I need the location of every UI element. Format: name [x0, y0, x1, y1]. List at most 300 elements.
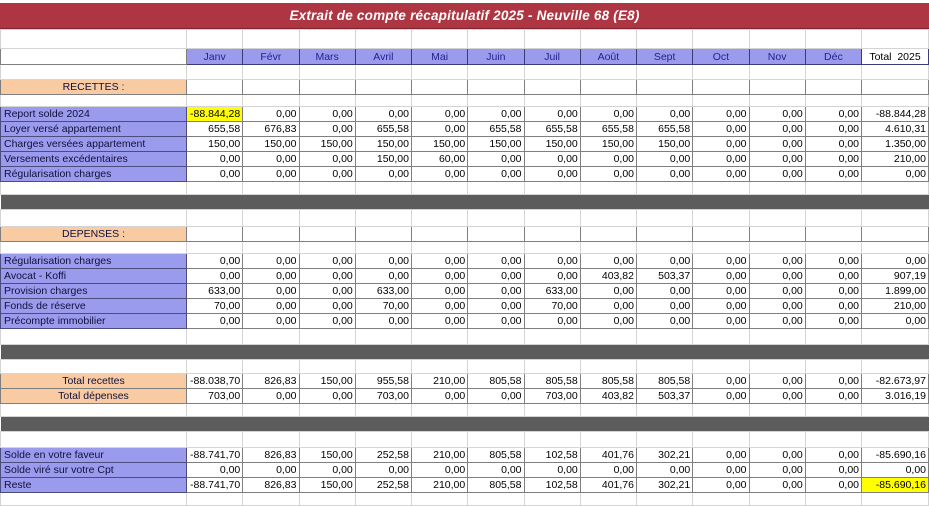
empty-cell[interactable]	[299, 80, 355, 95]
value-cell[interactable]: 0,00	[468, 107, 524, 122]
empty-cell[interactable]	[355, 182, 411, 195]
value-cell[interactable]: 0,00	[468, 152, 524, 167]
empty-cell[interactable]	[862, 182, 929, 195]
empty-cell[interactable]	[580, 182, 636, 195]
empty-cell[interactable]	[862, 404, 929, 417]
empty-cell[interactable]	[187, 30, 243, 49]
row-label[interactable]: Report solde 2024	[1, 107, 187, 122]
empty-cell[interactable]	[637, 95, 693, 107]
empty-cell[interactable]	[693, 227, 749, 242]
value-cell[interactable]: 0,00	[299, 122, 355, 137]
value-cell[interactable]: 0,00	[243, 314, 299, 329]
value-cell[interactable]: 0,00	[637, 284, 693, 299]
value-cell[interactable]: 0,00	[580, 107, 636, 122]
empty-cell[interactable]	[637, 432, 693, 448]
empty-cell[interactable]	[862, 210, 929, 227]
value-cell[interactable]: 0,00	[580, 299, 636, 314]
value-cell[interactable]: -88.038,70	[187, 374, 243, 389]
value-cell[interactable]: 0,00	[693, 107, 749, 122]
empty-cell[interactable]	[524, 360, 580, 374]
empty-cell[interactable]	[468, 360, 524, 374]
value-cell[interactable]: 0,00	[524, 107, 580, 122]
empty-cell[interactable]	[468, 210, 524, 227]
empty-cell[interactable]	[693, 30, 749, 49]
value-cell[interactable]: 210,00	[412, 478, 468, 493]
value-cell[interactable]: 70,00	[187, 299, 243, 314]
empty-cell[interactable]	[805, 329, 861, 345]
value-cell[interactable]: 0,00	[637, 299, 693, 314]
value-cell[interactable]: 0,00	[524, 254, 580, 269]
empty-cell[interactable]	[243, 65, 299, 80]
empty-cell[interactable]	[355, 404, 411, 417]
row-label[interactable]: Charges versées appartement	[1, 137, 187, 152]
total-cell[interactable]: 3.016,19	[862, 389, 929, 404]
value-cell[interactable]: 210,00	[412, 374, 468, 389]
empty-cell[interactable]	[524, 242, 580, 254]
value-cell[interactable]: 150,00	[524, 137, 580, 152]
value-cell[interactable]: 0,00	[693, 374, 749, 389]
empty-cell[interactable]	[1, 360, 187, 374]
value-cell[interactable]: 0,00	[805, 314, 861, 329]
value-cell[interactable]: 0,00	[412, 254, 468, 269]
value-cell[interactable]: 0,00	[355, 254, 411, 269]
empty-cell[interactable]	[243, 242, 299, 254]
empty-cell[interactable]	[805, 242, 861, 254]
value-cell[interactable]: 0,00	[243, 463, 299, 478]
column-header-août[interactable]: Août	[580, 49, 636, 65]
value-cell[interactable]: 703,00	[355, 389, 411, 404]
value-cell[interactable]: 0,00	[637, 107, 693, 122]
value-cell[interactable]: 0,00	[468, 167, 524, 182]
empty-cell[interactable]	[749, 360, 805, 374]
empty-cell[interactable]	[749, 493, 805, 506]
empty-cell[interactable]	[637, 404, 693, 417]
value-cell[interactable]: 403,82	[580, 389, 636, 404]
empty-cell[interactable]	[299, 30, 355, 49]
column-header-févr[interactable]: Févr	[243, 49, 299, 65]
empty-cell[interactable]	[243, 432, 299, 448]
value-cell[interactable]: 0,00	[749, 254, 805, 269]
value-cell[interactable]: 0,00	[524, 463, 580, 478]
value-cell[interactable]: 0,00	[243, 389, 299, 404]
empty-cell[interactable]	[749, 432, 805, 448]
value-cell[interactable]: 252,58	[355, 478, 411, 493]
empty-cell[interactable]	[355, 227, 411, 242]
value-cell[interactable]: 676,83	[243, 122, 299, 137]
empty-cell[interactable]	[412, 30, 468, 49]
total-cell[interactable]: 1.350,00	[862, 137, 929, 152]
value-cell[interactable]: 0,00	[693, 152, 749, 167]
empty-cell[interactable]	[862, 360, 929, 374]
value-cell[interactable]: 0,00	[243, 107, 299, 122]
empty-cell[interactable]	[637, 65, 693, 80]
empty-cell[interactable]	[299, 227, 355, 242]
empty-cell[interactable]	[580, 30, 636, 49]
empty-cell[interactable]	[187, 65, 243, 80]
value-cell[interactable]: 0,00	[355, 463, 411, 478]
value-cell[interactable]: 150,00	[187, 137, 243, 152]
value-cell[interactable]: 826,83	[243, 478, 299, 493]
value-cell[interactable]: 0,00	[355, 314, 411, 329]
value-cell[interactable]: 150,00	[412, 137, 468, 152]
value-cell[interactable]: 0,00	[468, 299, 524, 314]
value-cell[interactable]: 0,00	[299, 152, 355, 167]
value-cell[interactable]: 0,00	[524, 269, 580, 284]
empty-cell[interactable]	[243, 30, 299, 49]
value-cell[interactable]: 150,00	[355, 137, 411, 152]
empty-cell[interactable]	[468, 404, 524, 417]
empty-cell[interactable]	[862, 65, 929, 80]
empty-cell[interactable]	[1, 493, 187, 506]
empty-cell[interactable]	[637, 30, 693, 49]
value-cell[interactable]: 0,00	[187, 167, 243, 182]
column-header-avril[interactable]: Avril	[355, 49, 411, 65]
empty-cell[interactable]	[187, 242, 243, 254]
empty-cell[interactable]	[693, 493, 749, 506]
value-cell[interactable]: 0,00	[693, 463, 749, 478]
row-label[interactable]: Précompte immobilier	[1, 314, 187, 329]
value-cell[interactable]: 210,00	[412, 448, 468, 463]
empty-cell[interactable]	[580, 65, 636, 80]
row-label[interactable]: Reste	[1, 478, 187, 493]
empty-cell[interactable]	[187, 182, 243, 195]
row-label[interactable]: Régularisation charges	[1, 254, 187, 269]
empty-cell[interactable]	[524, 30, 580, 49]
value-cell[interactable]: 0,00	[412, 463, 468, 478]
value-cell[interactable]: 0,00	[187, 463, 243, 478]
value-cell[interactable]: 0,00	[749, 478, 805, 493]
empty-cell[interactable]	[693, 80, 749, 95]
value-cell[interactable]: 0,00	[524, 314, 580, 329]
empty-cell[interactable]	[805, 30, 861, 49]
total-cell[interactable]: 907,19	[862, 269, 929, 284]
empty-cell[interactable]	[299, 404, 355, 417]
empty-cell[interactable]	[805, 360, 861, 374]
empty-cell[interactable]	[299, 210, 355, 227]
value-cell[interactable]: 0,00	[749, 374, 805, 389]
value-cell[interactable]: 0,00	[637, 254, 693, 269]
row-label[interactable]: Total dépenses	[1, 389, 187, 404]
empty-cell[interactable]	[187, 210, 243, 227]
value-cell[interactable]: 0,00	[299, 167, 355, 182]
empty-cell[interactable]	[412, 227, 468, 242]
value-cell[interactable]: 0,00	[693, 284, 749, 299]
value-cell[interactable]: 0,00	[749, 122, 805, 137]
value-cell[interactable]: 0,00	[805, 389, 861, 404]
empty-cell[interactable]	[187, 80, 243, 95]
column-header-mars[interactable]: Mars	[299, 49, 355, 65]
column-header-juil[interactable]: Juil	[524, 49, 580, 65]
value-cell[interactable]: 0,00	[749, 463, 805, 478]
row-label[interactable]: Solde en votre faveur	[1, 448, 187, 463]
value-cell[interactable]: 633,00	[355, 284, 411, 299]
empty-cell[interactable]	[693, 182, 749, 195]
empty-cell[interactable]	[862, 227, 929, 242]
value-cell[interactable]: 0,00	[299, 269, 355, 284]
value-cell[interactable]: 401,76	[580, 478, 636, 493]
value-cell[interactable]: 0,00	[693, 448, 749, 463]
value-cell[interactable]: 805,58	[468, 448, 524, 463]
value-cell[interactable]: 0,00	[580, 167, 636, 182]
empty-cell[interactable]	[299, 182, 355, 195]
row-label[interactable]: Versements excédentaires	[1, 152, 187, 167]
empty-cell[interactable]	[693, 432, 749, 448]
value-cell[interactable]: 0,00	[693, 254, 749, 269]
empty-cell[interactable]	[187, 329, 243, 345]
total-cell[interactable]: -85.690,16	[862, 448, 929, 463]
empty-cell[interactable]	[862, 329, 929, 345]
empty-cell[interactable]	[637, 227, 693, 242]
empty-cell[interactable]	[580, 329, 636, 345]
empty-cell[interactable]	[749, 30, 805, 49]
value-cell[interactable]: 0,00	[355, 167, 411, 182]
value-cell[interactable]: 0,00	[749, 152, 805, 167]
empty-cell[interactable]	[243, 404, 299, 417]
total-cell[interactable]: -82.673,97	[862, 374, 929, 389]
value-cell[interactable]: 0,00	[299, 284, 355, 299]
value-cell[interactable]: 0,00	[693, 299, 749, 314]
value-cell[interactable]: 0,00	[412, 284, 468, 299]
value-cell[interactable]: 0,00	[187, 152, 243, 167]
value-cell[interactable]: 0,00	[355, 269, 411, 284]
value-cell[interactable]: 0,00	[580, 463, 636, 478]
empty-cell[interactable]	[355, 80, 411, 95]
value-cell[interactable]: 633,00	[524, 284, 580, 299]
row-label[interactable]: Régularisation charges	[1, 167, 187, 182]
empty-cell[interactable]	[243, 95, 299, 107]
empty-cell[interactable]	[524, 80, 580, 95]
empty-cell[interactable]	[693, 360, 749, 374]
empty-cell[interactable]	[243, 227, 299, 242]
empty-cell[interactable]	[524, 210, 580, 227]
value-cell[interactable]: 0,00	[243, 299, 299, 314]
row-label-header-cell[interactable]	[1, 49, 187, 65]
empty-cell[interactable]	[524, 493, 580, 506]
empty-cell[interactable]	[580, 242, 636, 254]
value-cell[interactable]: 0,00	[749, 448, 805, 463]
value-cell[interactable]: 0,00	[243, 284, 299, 299]
value-cell[interactable]: 0,00	[749, 107, 805, 122]
total-cell[interactable]: 1.899,00	[862, 284, 929, 299]
empty-cell[interactable]	[637, 360, 693, 374]
value-cell[interactable]: 150,00	[580, 137, 636, 152]
value-cell[interactable]: 401,76	[580, 448, 636, 463]
empty-cell[interactable]	[243, 329, 299, 345]
value-cell[interactable]: 0,00	[468, 463, 524, 478]
value-cell[interactable]: 0,00	[412, 167, 468, 182]
value-cell[interactable]: 0,00	[749, 269, 805, 284]
value-cell[interactable]: 0,00	[805, 374, 861, 389]
empty-cell[interactable]	[580, 404, 636, 417]
empty-cell[interactable]	[187, 360, 243, 374]
value-cell[interactable]: 503,37	[637, 269, 693, 284]
value-cell[interactable]: 0,00	[693, 389, 749, 404]
value-cell[interactable]: 0,00	[805, 284, 861, 299]
value-cell[interactable]: -88.741,70	[187, 448, 243, 463]
empty-cell[interactable]	[580, 95, 636, 107]
value-cell[interactable]: 403,82	[580, 269, 636, 284]
value-cell[interactable]: 0,00	[637, 167, 693, 182]
value-cell[interactable]: 0,00	[299, 389, 355, 404]
empty-cell[interactable]	[524, 432, 580, 448]
empty-cell[interactable]	[524, 182, 580, 195]
empty-cell[interactable]	[749, 329, 805, 345]
empty-cell[interactable]	[355, 329, 411, 345]
empty-cell[interactable]	[805, 210, 861, 227]
empty-cell[interactable]	[862, 95, 929, 107]
total-cell[interactable]: 0,00	[862, 314, 929, 329]
empty-cell[interactable]	[524, 329, 580, 345]
value-cell[interactable]: 0,00	[749, 314, 805, 329]
value-cell[interactable]: 805,58	[637, 374, 693, 389]
value-cell[interactable]: 655,58	[468, 122, 524, 137]
empty-cell[interactable]	[299, 65, 355, 80]
empty-cell[interactable]	[355, 360, 411, 374]
value-cell[interactable]: 150,00	[299, 137, 355, 152]
value-cell[interactable]: 0,00	[749, 299, 805, 314]
empty-cell[interactable]	[1, 182, 187, 195]
empty-cell[interactable]	[637, 210, 693, 227]
value-cell[interactable]: 0,00	[468, 269, 524, 284]
value-cell[interactable]: 0,00	[805, 463, 861, 478]
value-cell[interactable]: 252,58	[355, 448, 411, 463]
value-cell[interactable]: 302,21	[637, 448, 693, 463]
empty-cell[interactable]	[468, 432, 524, 448]
value-cell[interactable]: 0,00	[637, 463, 693, 478]
value-cell[interactable]: 0,00	[468, 389, 524, 404]
value-cell[interactable]: 503,37	[637, 389, 693, 404]
row-label[interactable]: Avocat - Koffi	[1, 269, 187, 284]
empty-cell[interactable]	[805, 95, 861, 107]
value-cell[interactable]: 0,00	[805, 137, 861, 152]
empty-cell[interactable]	[355, 65, 411, 80]
empty-cell[interactable]	[243, 80, 299, 95]
empty-cell[interactable]	[693, 210, 749, 227]
value-cell[interactable]: -88.741,70	[187, 478, 243, 493]
empty-cell[interactable]	[524, 65, 580, 80]
empty-cell[interactable]	[637, 182, 693, 195]
value-cell[interactable]: 150,00	[299, 478, 355, 493]
empty-cell[interactable]	[749, 182, 805, 195]
value-cell[interactable]: 0,00	[749, 284, 805, 299]
empty-cell[interactable]	[412, 432, 468, 448]
value-cell[interactable]: 633,00	[187, 284, 243, 299]
empty-cell[interactable]	[187, 227, 243, 242]
empty-cell[interactable]	[805, 65, 861, 80]
row-label[interactable]: Loyer versé appartement	[1, 122, 187, 137]
empty-cell[interactable]	[1, 210, 187, 227]
empty-cell[interactable]	[1, 404, 187, 417]
empty-cell[interactable]	[805, 493, 861, 506]
value-cell[interactable]: 0,00	[749, 137, 805, 152]
empty-cell[interactable]	[412, 95, 468, 107]
empty-cell[interactable]	[580, 210, 636, 227]
value-cell[interactable]: 826,83	[243, 448, 299, 463]
value-cell[interactable]: 0,00	[580, 152, 636, 167]
value-cell[interactable]: 150,00	[299, 374, 355, 389]
empty-cell[interactable]	[412, 404, 468, 417]
value-cell[interactable]: 0,00	[580, 284, 636, 299]
empty-cell[interactable]	[1, 95, 187, 107]
empty-cell[interactable]	[1, 432, 187, 448]
empty-cell[interactable]	[805, 227, 861, 242]
empty-cell[interactable]	[805, 80, 861, 95]
empty-cell[interactable]	[805, 404, 861, 417]
value-cell[interactable]: 0,00	[412, 269, 468, 284]
empty-cell[interactable]	[524, 227, 580, 242]
value-cell[interactable]: 0,00	[637, 152, 693, 167]
value-cell[interactable]: 655,58	[524, 122, 580, 137]
empty-cell[interactable]	[637, 242, 693, 254]
value-cell[interactable]: 0,00	[805, 107, 861, 122]
empty-cell[interactable]	[580, 80, 636, 95]
empty-cell[interactable]	[693, 329, 749, 345]
value-cell[interactable]: 955,58	[355, 374, 411, 389]
value-cell[interactable]: 0,00	[524, 152, 580, 167]
value-cell[interactable]: 0,00	[187, 269, 243, 284]
empty-cell[interactable]	[187, 95, 243, 107]
empty-cell[interactable]	[1, 30, 187, 49]
column-header-nov[interactable]: Nov	[749, 49, 805, 65]
value-cell[interactable]: 150,00	[637, 137, 693, 152]
column-header-juin[interactable]: Juin	[468, 49, 524, 65]
empty-cell[interactable]	[468, 95, 524, 107]
empty-cell[interactable]	[524, 95, 580, 107]
value-cell[interactable]: 102,58	[524, 478, 580, 493]
empty-cell[interactable]	[693, 242, 749, 254]
empty-cell[interactable]	[468, 80, 524, 95]
value-cell[interactable]: 0,00	[243, 254, 299, 269]
empty-cell[interactable]	[524, 404, 580, 417]
value-cell[interactable]: 0,00	[412, 299, 468, 314]
value-cell[interactable]: 655,58	[580, 122, 636, 137]
empty-cell[interactable]	[412, 210, 468, 227]
column-header-déc[interactable]: Déc	[805, 49, 861, 65]
total-cell[interactable]: 0,00	[862, 254, 929, 269]
total-cell[interactable]: 4.610,31	[862, 122, 929, 137]
empty-cell[interactable]	[805, 432, 861, 448]
total-cell[interactable]: 0,00	[862, 463, 929, 478]
empty-cell[interactable]	[187, 404, 243, 417]
value-cell[interactable]: 805,58	[468, 374, 524, 389]
value-cell[interactable]: 0,00	[693, 137, 749, 152]
value-cell[interactable]: 0,00	[243, 269, 299, 284]
column-header-oct[interactable]: Oct	[693, 49, 749, 65]
value-cell[interactable]: 805,58	[468, 478, 524, 493]
value-cell[interactable]: 0,00	[187, 254, 243, 269]
value-cell[interactable]: 826,83	[243, 374, 299, 389]
value-cell[interactable]: 0,00	[468, 284, 524, 299]
empty-cell[interactable]	[1, 242, 187, 254]
value-cell[interactable]: 60,00	[412, 152, 468, 167]
empty-cell[interactable]	[693, 65, 749, 80]
empty-cell[interactable]	[468, 242, 524, 254]
column-header-janv[interactable]: Janv	[187, 49, 243, 65]
empty-cell[interactable]	[862, 432, 929, 448]
empty-cell[interactable]	[749, 404, 805, 417]
value-cell[interactable]: 703,00	[524, 389, 580, 404]
value-cell[interactable]: 655,58	[187, 122, 243, 137]
value-cell[interactable]: 0,00	[299, 463, 355, 478]
value-cell[interactable]: 0,00	[243, 167, 299, 182]
total-cell[interactable]: 0,00	[862, 167, 929, 182]
value-cell[interactable]: 0,00	[468, 314, 524, 329]
empty-cell[interactable]	[805, 182, 861, 195]
empty-cell[interactable]	[1, 65, 187, 80]
empty-cell[interactable]	[862, 242, 929, 254]
empty-cell[interactable]	[355, 242, 411, 254]
value-cell[interactable]: 655,58	[637, 122, 693, 137]
